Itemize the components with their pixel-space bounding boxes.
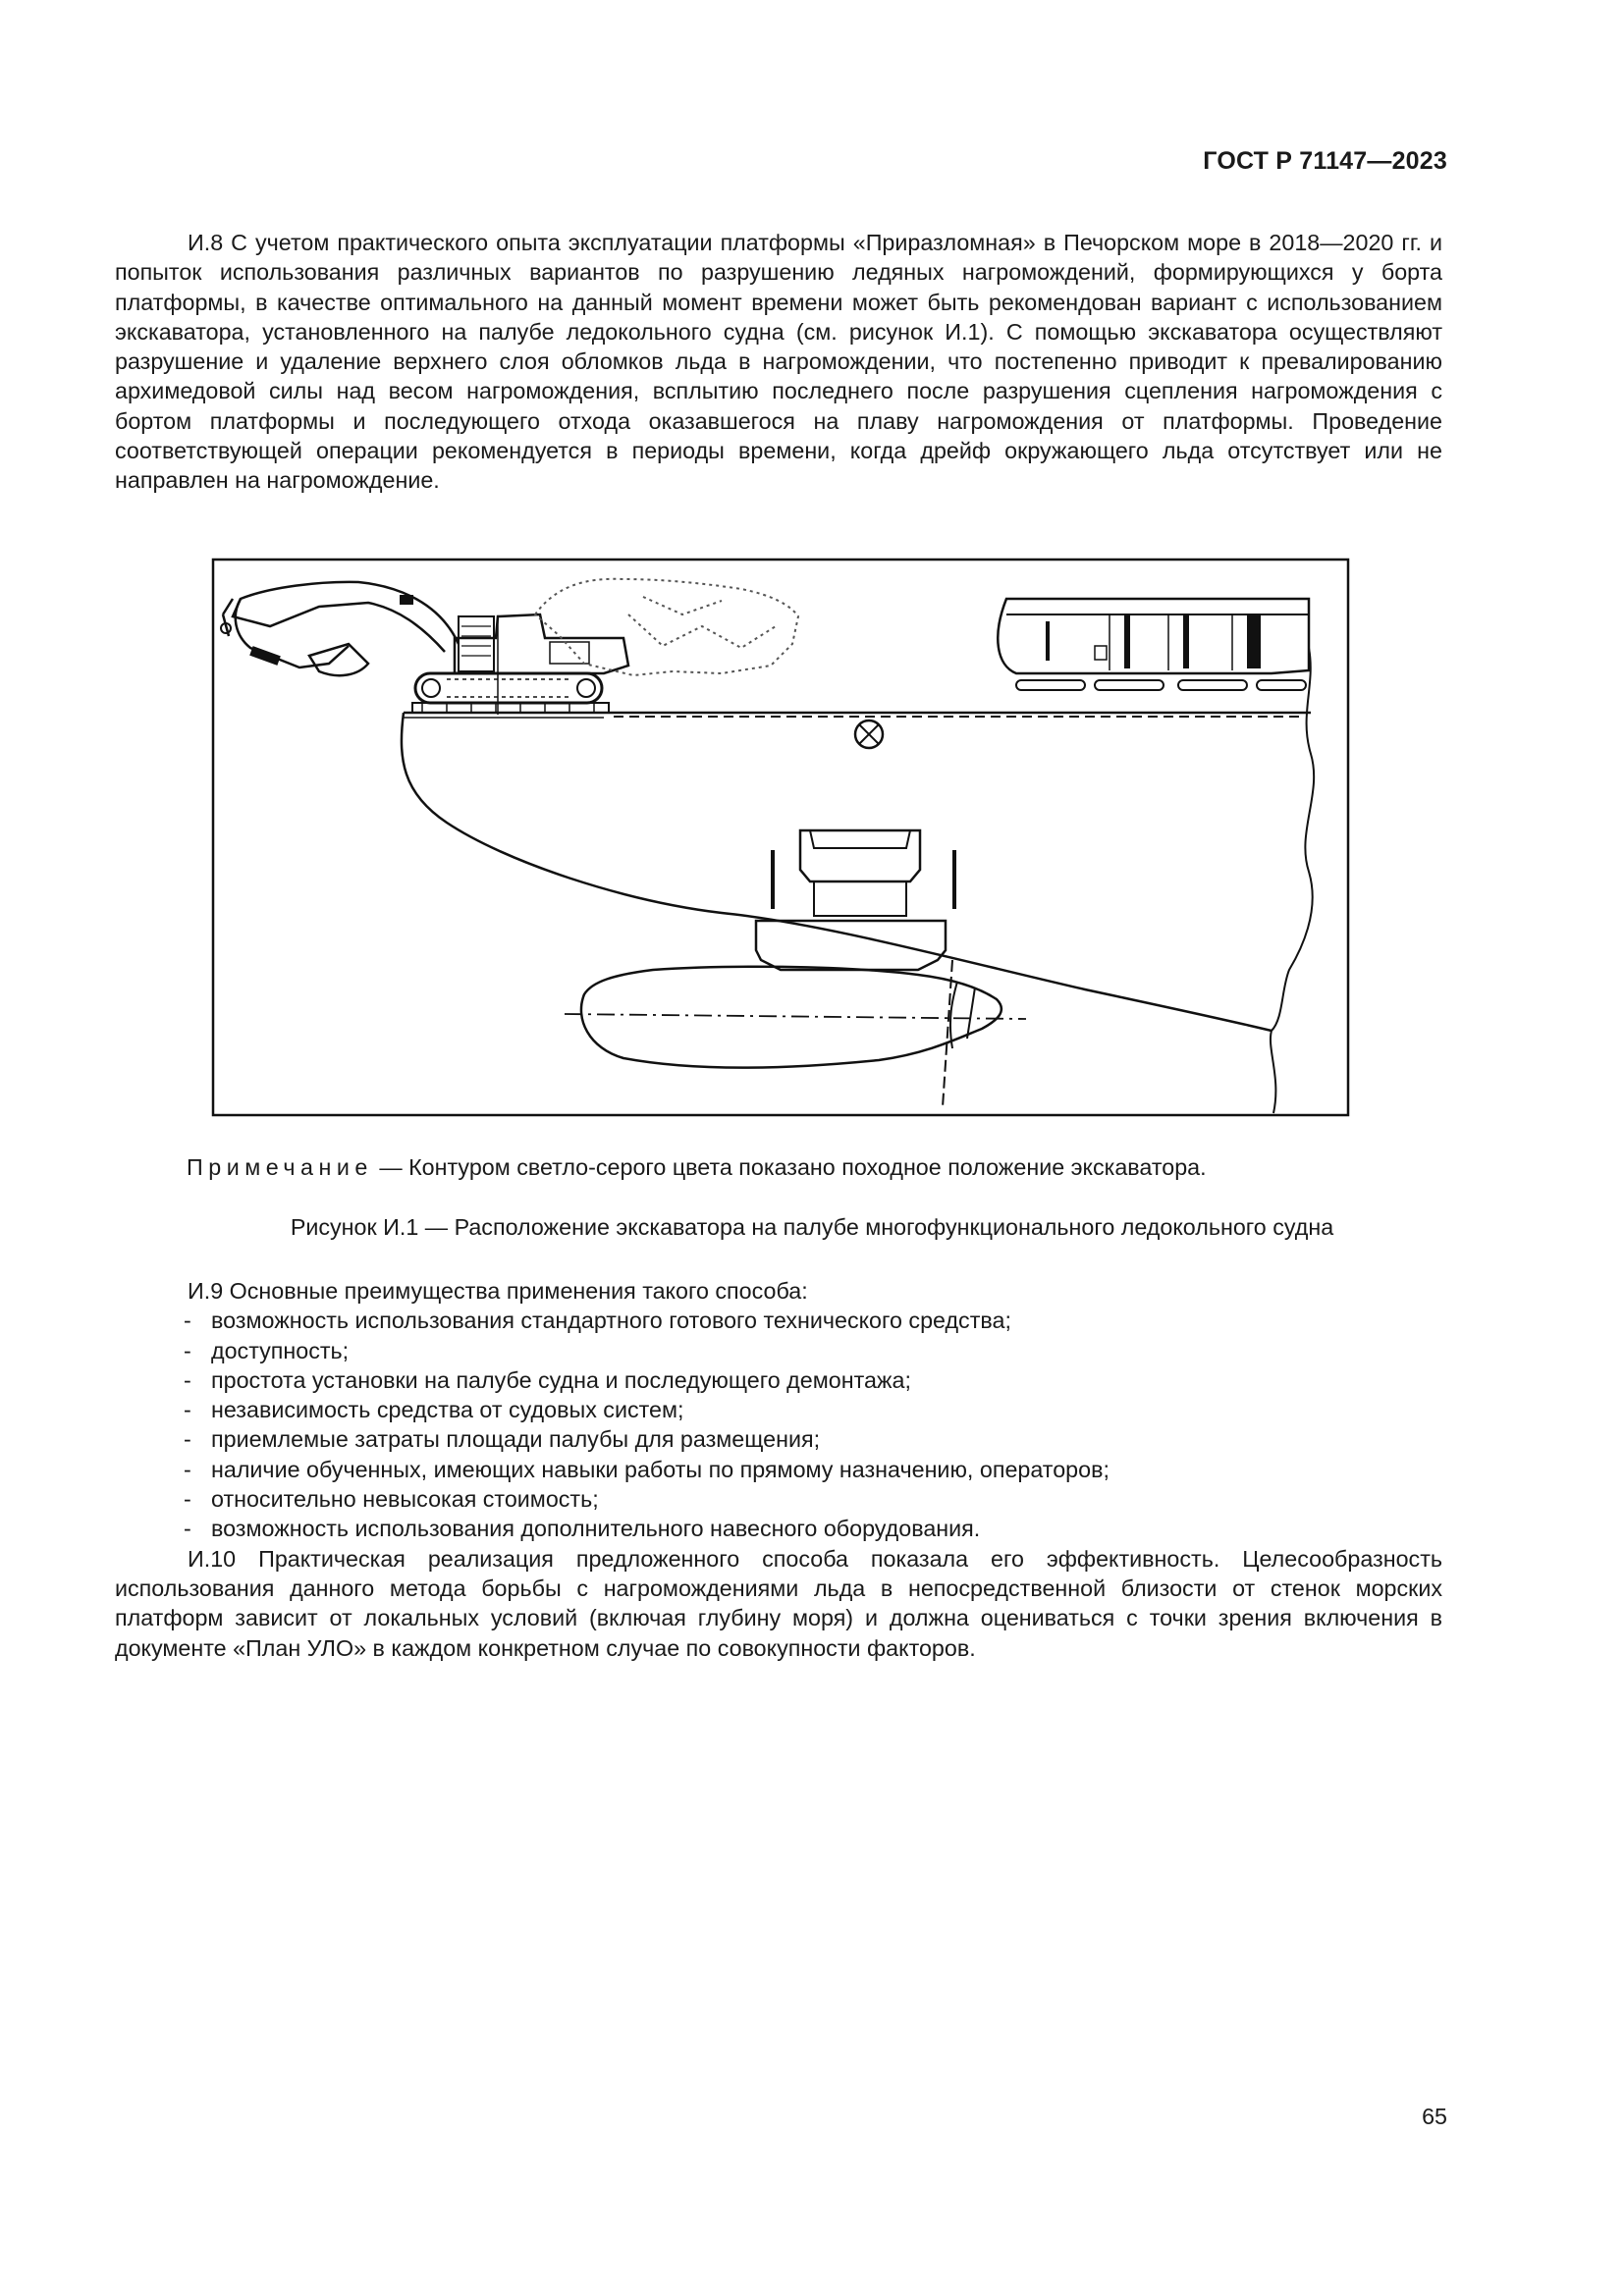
- break-line: [1271, 648, 1314, 1113]
- list-item: - относительно невысокая стоимость;: [184, 1486, 599, 1513]
- figure-frame: [213, 560, 1348, 1115]
- ship-superstructure: [998, 599, 1309, 673]
- list-item: - приемлемые затраты площади палубы для размещения;: [184, 1426, 821, 1453]
- list-item: - возможность использования стандартного готового технического средства;: [184, 1308, 1011, 1334]
- excavator-boom: [233, 582, 459, 652]
- excavator-arm: [236, 599, 349, 667]
- note-text: — Контуром светло-серого цвета показано походное положение экскаватора.: [372, 1154, 1207, 1180]
- figure-note: [187, 1154, 1207, 1181]
- list-item: - доступность;: [184, 1337, 350, 1363]
- pod-axis: [565, 1014, 1026, 1019]
- paragraph-i10: И.10 Практическая реализация предложенного способа показала его эффективность. Целесообразность использования данного метода борьбы с нагромождениями льда в непосредственной близости от стенок морских платформ зависит от локальных условий (включая глубину моря) и должна оцениваться с точки зрения включения в документе «План УЛО» в каждом конкретном случае по совокупности факторов.: [115, 1545, 1442, 1661]
- excavator-transport-outline: [535, 579, 798, 675]
- excavator-bucket: [309, 644, 368, 675]
- excavator-cab: [459, 616, 494, 671]
- note-label: Примечание: [187, 1154, 373, 1180]
- figure-caption: Рисунок И.1 — Расположение экскаватора на палубе многофункционального ледокольного судна: [290, 1214, 1334, 1240]
- page-number: 65: [1422, 2104, 1447, 2129]
- excavator-body: [455, 614, 628, 673]
- list-item: - возможность использования дополнительного навесного оборудования.: [184, 1516, 981, 1542]
- list-item: - независимость средства от судовых систем;: [184, 1397, 684, 1423]
- ship-diagram: [211, 558, 1350, 1117]
- azipod-neck: [756, 921, 946, 970]
- paragraph-i9-intro: И.9 Основные преимущества применения такого способа:: [188, 1278, 808, 1304]
- section-i9-i10: [115, 1276, 1442, 1663]
- list-item: - наличие обученных, имеющих навыки работы по прямому назначению, операторов;: [184, 1456, 1110, 1482]
- excavator-tracks: [415, 673, 602, 703]
- document-header-id: ГОСТ Р 71147—2023: [1203, 147, 1447, 175]
- list-item: - простота установки на палубе судна и последующего демонтажа;: [184, 1366, 911, 1393]
- paragraph-i8: И.8 С учетом практического опыта эксплуатации платформы «Приразломная» в Печорском море в 2018—2020 гг. и попыток использования различных вариантов по разрушению ледяных нагромождений, формирующихся у борта платформы, в качестве оптимального на данный момент времени может быть рекомендован вариант с использованием экскаватора, установленного на палубе ледокольного судна (см. рисунок И.1). С помощью экскаватора осуществляют разрушение и удаление верхнего слоя обломков льда в нагромождении, что постепенно приводит к превалированию архимедовой силы над весом нагромождения, всплытию последнего после разрушения сцепления нагромождения с бортом платформы и последующего отхода оказавшегося на плаву нагромождения от платформы. Проведение соответствующей операции рекомендуется в периоды времени, когда дрейф окружающего льда отсутствует или не направлен на нагромождение.: [115, 230, 1442, 494]
- hull-outline: [402, 713, 1272, 1031]
- figure-excavator-on-icebreaker: [211, 558, 1350, 1117]
- azipod-strut: [800, 830, 920, 881]
- section-i8: [115, 228, 1442, 496]
